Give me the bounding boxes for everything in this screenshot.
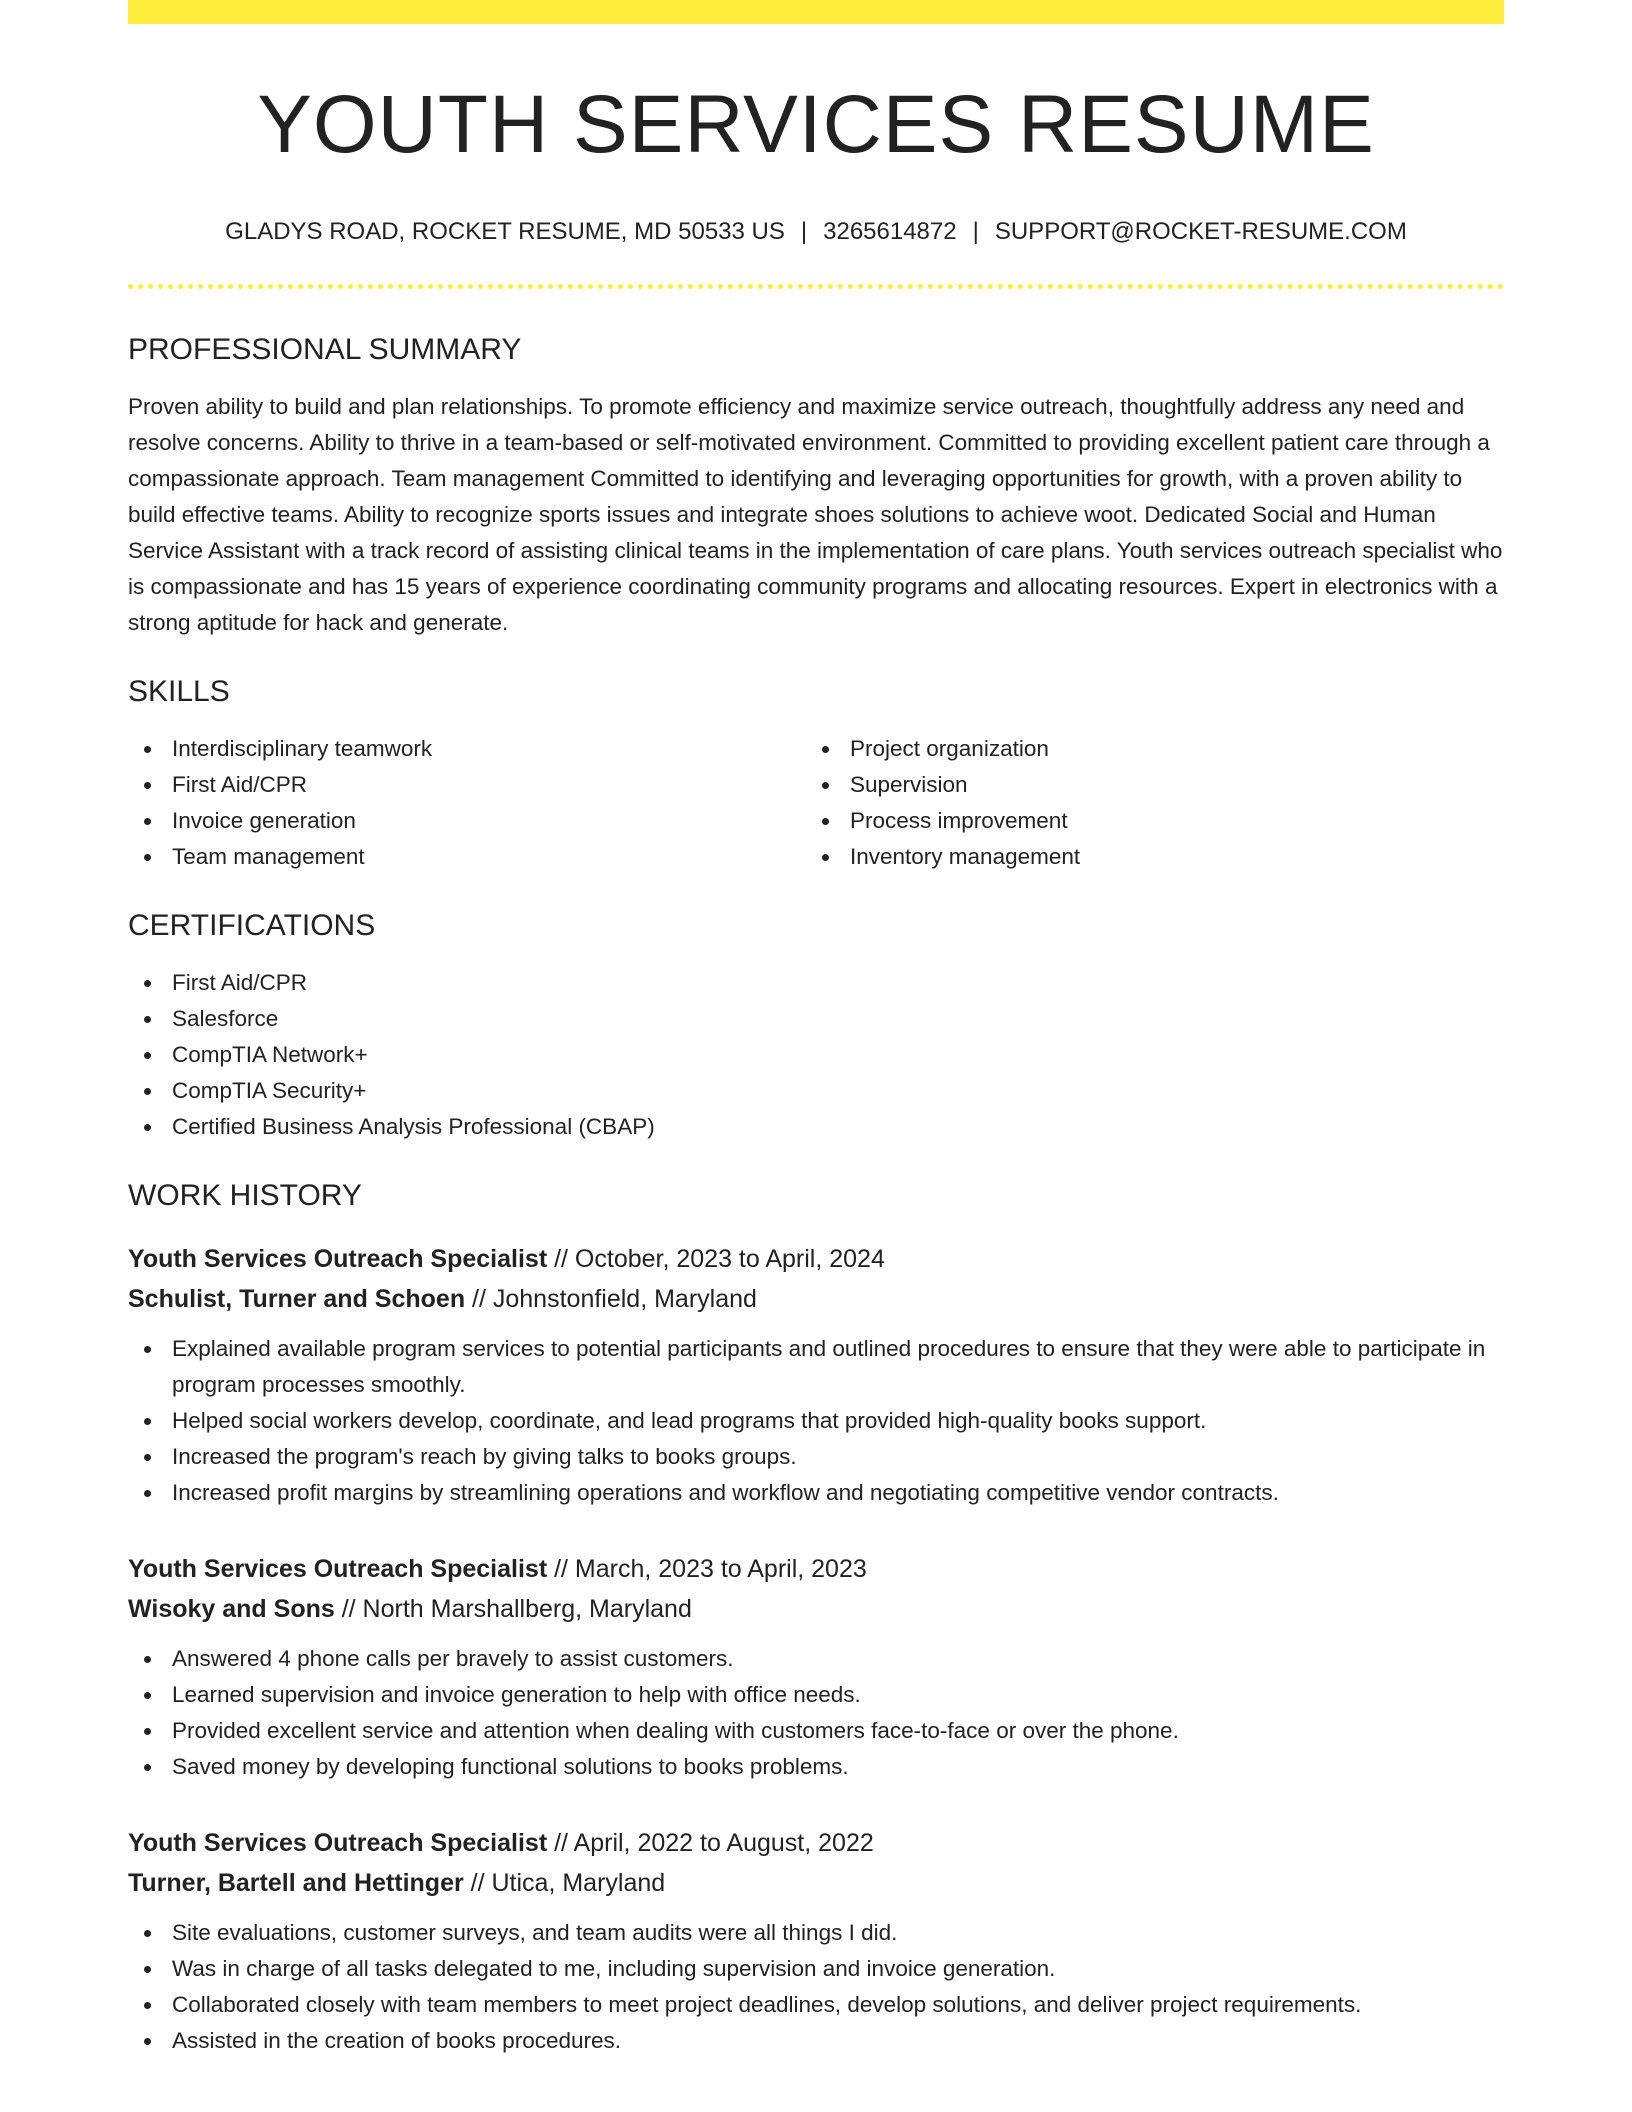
job-dates: // March, 2023 to April, 2023	[547, 1555, 867, 1583]
skill-item: Inventory management	[806, 839, 1484, 875]
resume-page	[128, 0, 1504, 2059]
job-role: Youth Services Outreach Specialist	[128, 1555, 548, 1583]
job-bullet: Increased profit margins by streamlining operations and workflow and negotiating competitive vendor contracts.	[128, 1475, 1504, 1511]
certifications-heading: CERTIFICATIONS	[128, 909, 376, 942]
dotted-divider	[128, 284, 1504, 289]
job-entry	[128, 1823, 1504, 2059]
job-entry	[128, 1239, 1504, 1511]
job-role: Youth Services Outreach Specialist	[128, 1245, 548, 1273]
skill-item: Project organization	[806, 731, 1484, 767]
certification-item: CompTIA Network+	[128, 1037, 1504, 1073]
contact-line	[128, 220, 1504, 244]
job-company: Wisoky and Sons	[128, 1595, 335, 1623]
skill-item: Process improvement	[806, 803, 1484, 839]
job-bullet-list	[128, 1331, 1504, 1511]
work-history-heading: WORK HISTORY	[128, 1179, 362, 1212]
certification-item: CompTIA Security+	[128, 1073, 1504, 1109]
contact-separator: |	[972, 218, 979, 245]
job-role-line	[128, 1823, 1504, 1863]
certification-item: First Aid/CPR	[128, 965, 1504, 1001]
job-bullet: Explained available program services to potential participants and outlined procedures to ensure that they were able to participate in program processes smoothly.	[128, 1331, 1504, 1403]
skills-grid	[128, 731, 1504, 875]
job-location: // North Marshallberg, Maryland	[334, 1595, 692, 1623]
job-dates: // October, 2023 to April, 2024	[547, 1245, 885, 1273]
skills-section	[128, 677, 1504, 875]
job-bullet: Helped social workers develop, coordinate, and lead programs that provided high-quality books support.	[128, 1403, 1504, 1439]
job-bullet: Provided excellent service and attention when dealing with customers face-to-face or over the phone.	[128, 1713, 1504, 1749]
job-company: Schulist, Turner and Schoen	[128, 1285, 466, 1313]
contact-phone: 3265614872	[823, 218, 957, 245]
certifications-list	[128, 965, 1504, 1145]
job-company: Turner, Bartell and Hettinger	[128, 1869, 464, 1897]
job-bullet: Learned supervision and invoice generation to help with office needs.	[128, 1677, 1504, 1713]
job-dates: // April, 2022 to August, 2022	[547, 1829, 874, 1857]
certifications-section	[128, 911, 1504, 1145]
job-bullet: Answered 4 phone calls per bravely to assist customers.	[128, 1641, 1504, 1677]
job-company-line	[128, 1863, 1504, 1903]
accent-top-bar	[128, 0, 1504, 24]
summary-section	[128, 335, 1504, 641]
certification-item: Certified Business Analysis Professional (CBAP)	[128, 1109, 1504, 1145]
job-bullet: Site evaluations, customer surveys, and team audits were all things I did.	[128, 1915, 1504, 1951]
job-entry	[128, 1549, 1504, 1785]
certification-item: Salesforce	[128, 1001, 1504, 1037]
contact-separator: |	[800, 218, 808, 245]
resume-title: YOUTH SERVICES RESUME	[257, 79, 1375, 170]
job-bullet-list	[128, 1641, 1504, 1785]
skill-item: Supervision	[806, 767, 1484, 803]
contact-email: SUPPORT@ROCKET-RESUME.COM	[994, 218, 1407, 245]
job-location: // Johnstonfield, Maryland	[465, 1285, 757, 1313]
skills-heading: SKILLS	[128, 675, 230, 708]
skills-left-list	[128, 731, 806, 875]
job-location: // Utica, Maryland	[463, 1869, 666, 1897]
summary-heading: PROFESSIONAL SUMMARY	[128, 333, 522, 366]
job-role: Youth Services Outreach Specialist	[128, 1829, 548, 1857]
job-bullet: Collaborated closely with team members to meet project deadlines, develop solutions, and deliver project requirements.	[128, 1987, 1504, 2023]
skill-item: Interdisciplinary teamwork	[128, 731, 806, 767]
contact-address: GLADYS ROAD, ROCKET RESUME, MD 50533 US	[225, 218, 785, 245]
skill-item: Invoice generation	[128, 803, 806, 839]
job-company-line	[128, 1279, 1504, 1319]
job-role-line	[128, 1239, 1504, 1279]
job-bullet: Increased the program's reach by giving talks to books groups.	[128, 1439, 1504, 1475]
job-bullet: Was in charge of all tasks delegated to me, including supervision and invoice generation.	[128, 1951, 1504, 1987]
skills-right-list	[806, 731, 1484, 875]
skill-item: First Aid/CPR	[128, 767, 806, 803]
job-bullet-list	[128, 1915, 1504, 2059]
work-history-section	[128, 1181, 1504, 2059]
summary-text: Proven ability to build and plan relationships. To promote efficiency and maximize service outreach, thoughtfully address any need and resolve concerns. Ability to thrive in a team-based or self-motivated environment. Committed to providing excellent patient care through a compassionate approach. Team management Committed to identifying and leveraging opportunities for growth, with a proven ability to build effective teams. Ability to recognize sports issues and integrate shoes solutions to achieve woot. Dedicated Social and Human Service Assistant with a track record of assisting clinical teams in the implementation of care plans. Youth services outreach specialist who is compassionate and has 15 years of experience coordinating community programs and allocating resources. Expert in electronics with a strong aptitude for hack and generate.	[128, 394, 1503, 635]
job-company-line	[128, 1589, 1504, 1629]
job-bullet: Assisted in the creation of books procedures.	[128, 2023, 1504, 2059]
job-role-line	[128, 1549, 1504, 1589]
job-bullet: Saved money by developing functional solutions to books problems.	[128, 1749, 1504, 1785]
skill-item: Team management	[128, 839, 806, 875]
